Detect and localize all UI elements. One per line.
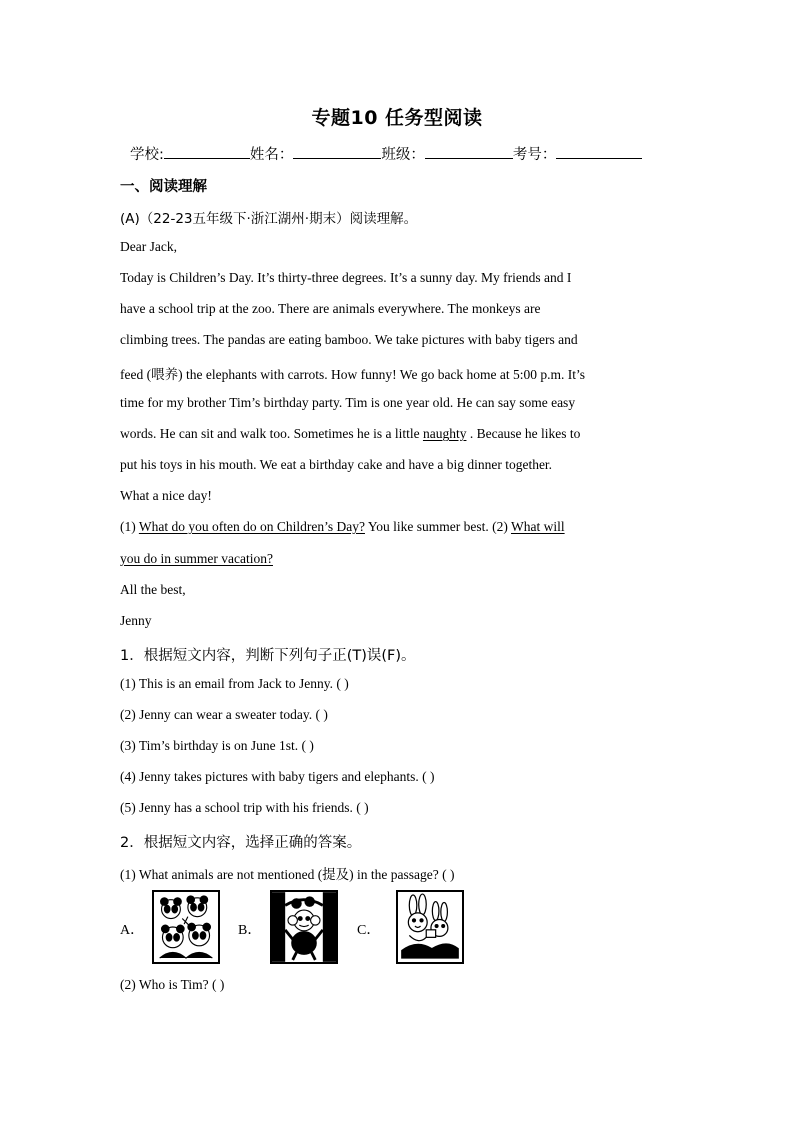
option-a-label: A． (120, 923, 145, 938)
letter-signature: Jenny (120, 613, 152, 628)
rabbits-picture-icon[interactable] (396, 890, 464, 964)
question-number-1: (1) (120, 519, 139, 534)
pandas-picture-icon[interactable] (152, 890, 220, 964)
name-label: 姓名： (249, 147, 294, 163)
class-blank[interactable] (425, 143, 513, 159)
task2-heading: 2．根据短文内容，选择正确的答案。 (120, 835, 362, 851)
name-blank[interactable] (293, 143, 381, 159)
passage-intro: (A)（22-23五年级下·浙江湖州·期末）阅读理解。 (120, 211, 418, 227)
monkey-picture-icon[interactable] (270, 890, 338, 964)
letter-line-4: feed (喂养) the elephants with carrots. How funny! We go back home at 5:00 p.m. It’s (120, 367, 586, 382)
option-c-label: C． (357, 923, 381, 938)
task1-item-1: (1) This is an email from Jack to Jenny. ( ) (120, 676, 349, 691)
letter-line-3: climbing trees. The pandas are eating bamboo. We take pictures with baby tigers and (120, 332, 578, 347)
letter-greeting: Dear Jack, (120, 239, 177, 254)
letter-line-8: What a nice day! (120, 488, 212, 503)
underlined-word-naughty: naughty (422, 426, 467, 441)
underlined-question-1: What do you often do on Children’s Day? (138, 519, 365, 534)
underlined-question-2-end: you do in summer vacation? (120, 551, 273, 566)
picture-options (120, 890, 480, 966)
task1-item-4: (4) Jenny takes pictures with baby tigers and elephants. ( ) (120, 769, 435, 784)
letter-closing: All the best, (120, 582, 186, 597)
letter-line-5: time for my brother Tim’s birthday party. Tim is one year old. He can say some easy (120, 395, 576, 410)
letter-line-6-end: . Because he likes to (466, 426, 581, 441)
letter-line-6-start: words. He can sit and walk too. Sometimes he is a little (120, 426, 423, 441)
letter-line-6 (120, 426, 580, 442)
number-blank[interactable] (556, 143, 642, 159)
number-label: 考号： (512, 147, 557, 163)
page-title: 专题10 任务型阅读 (311, 107, 483, 129)
letter-line-2: have a school trip at the zoo. There are animals everywhere. The monkeys are (120, 301, 541, 316)
option-b-label: B． (238, 923, 262, 938)
task1-item-2: (2) Jenny can wear a sweater today. ( ) (120, 707, 328, 722)
task2-question-2: (2) Who is Tim? ( ) (120, 977, 225, 992)
question-line-middle: You like summer best. (2) (364, 519, 511, 534)
class-label: 班级： (381, 147, 425, 163)
school-label: 学校: (130, 147, 164, 163)
task1-item-5: (5) Jenny has a school trip with his friends. ( ) (120, 800, 369, 815)
section-heading: 一、阅读理解 (120, 179, 207, 195)
task2-question-1: (1) What animals are not mentioned (提及) in the passage? ( ) (120, 867, 455, 882)
underlined-question-2-start: What will (510, 519, 565, 534)
letter-line-1: Today is Children’s Day. It’s thirty-three degrees. It’s a sunny day. My friends and I (120, 270, 572, 285)
school-blank[interactable] (164, 143, 250, 159)
letter-question-line-1 (120, 519, 565, 535)
task1-item-3: (3) Tim’s birthday is on June 1st. ( ) (120, 738, 314, 753)
task1-heading: 1．根据短文内容，判断下列句子正(T)误(F)。 (120, 648, 416, 664)
letter-line-7: put his toys in his mouth. We eat a birthday cake and have a big dinner together. (120, 457, 553, 472)
letter-question-line-2 (120, 551, 273, 567)
student-info-line (130, 143, 642, 164)
